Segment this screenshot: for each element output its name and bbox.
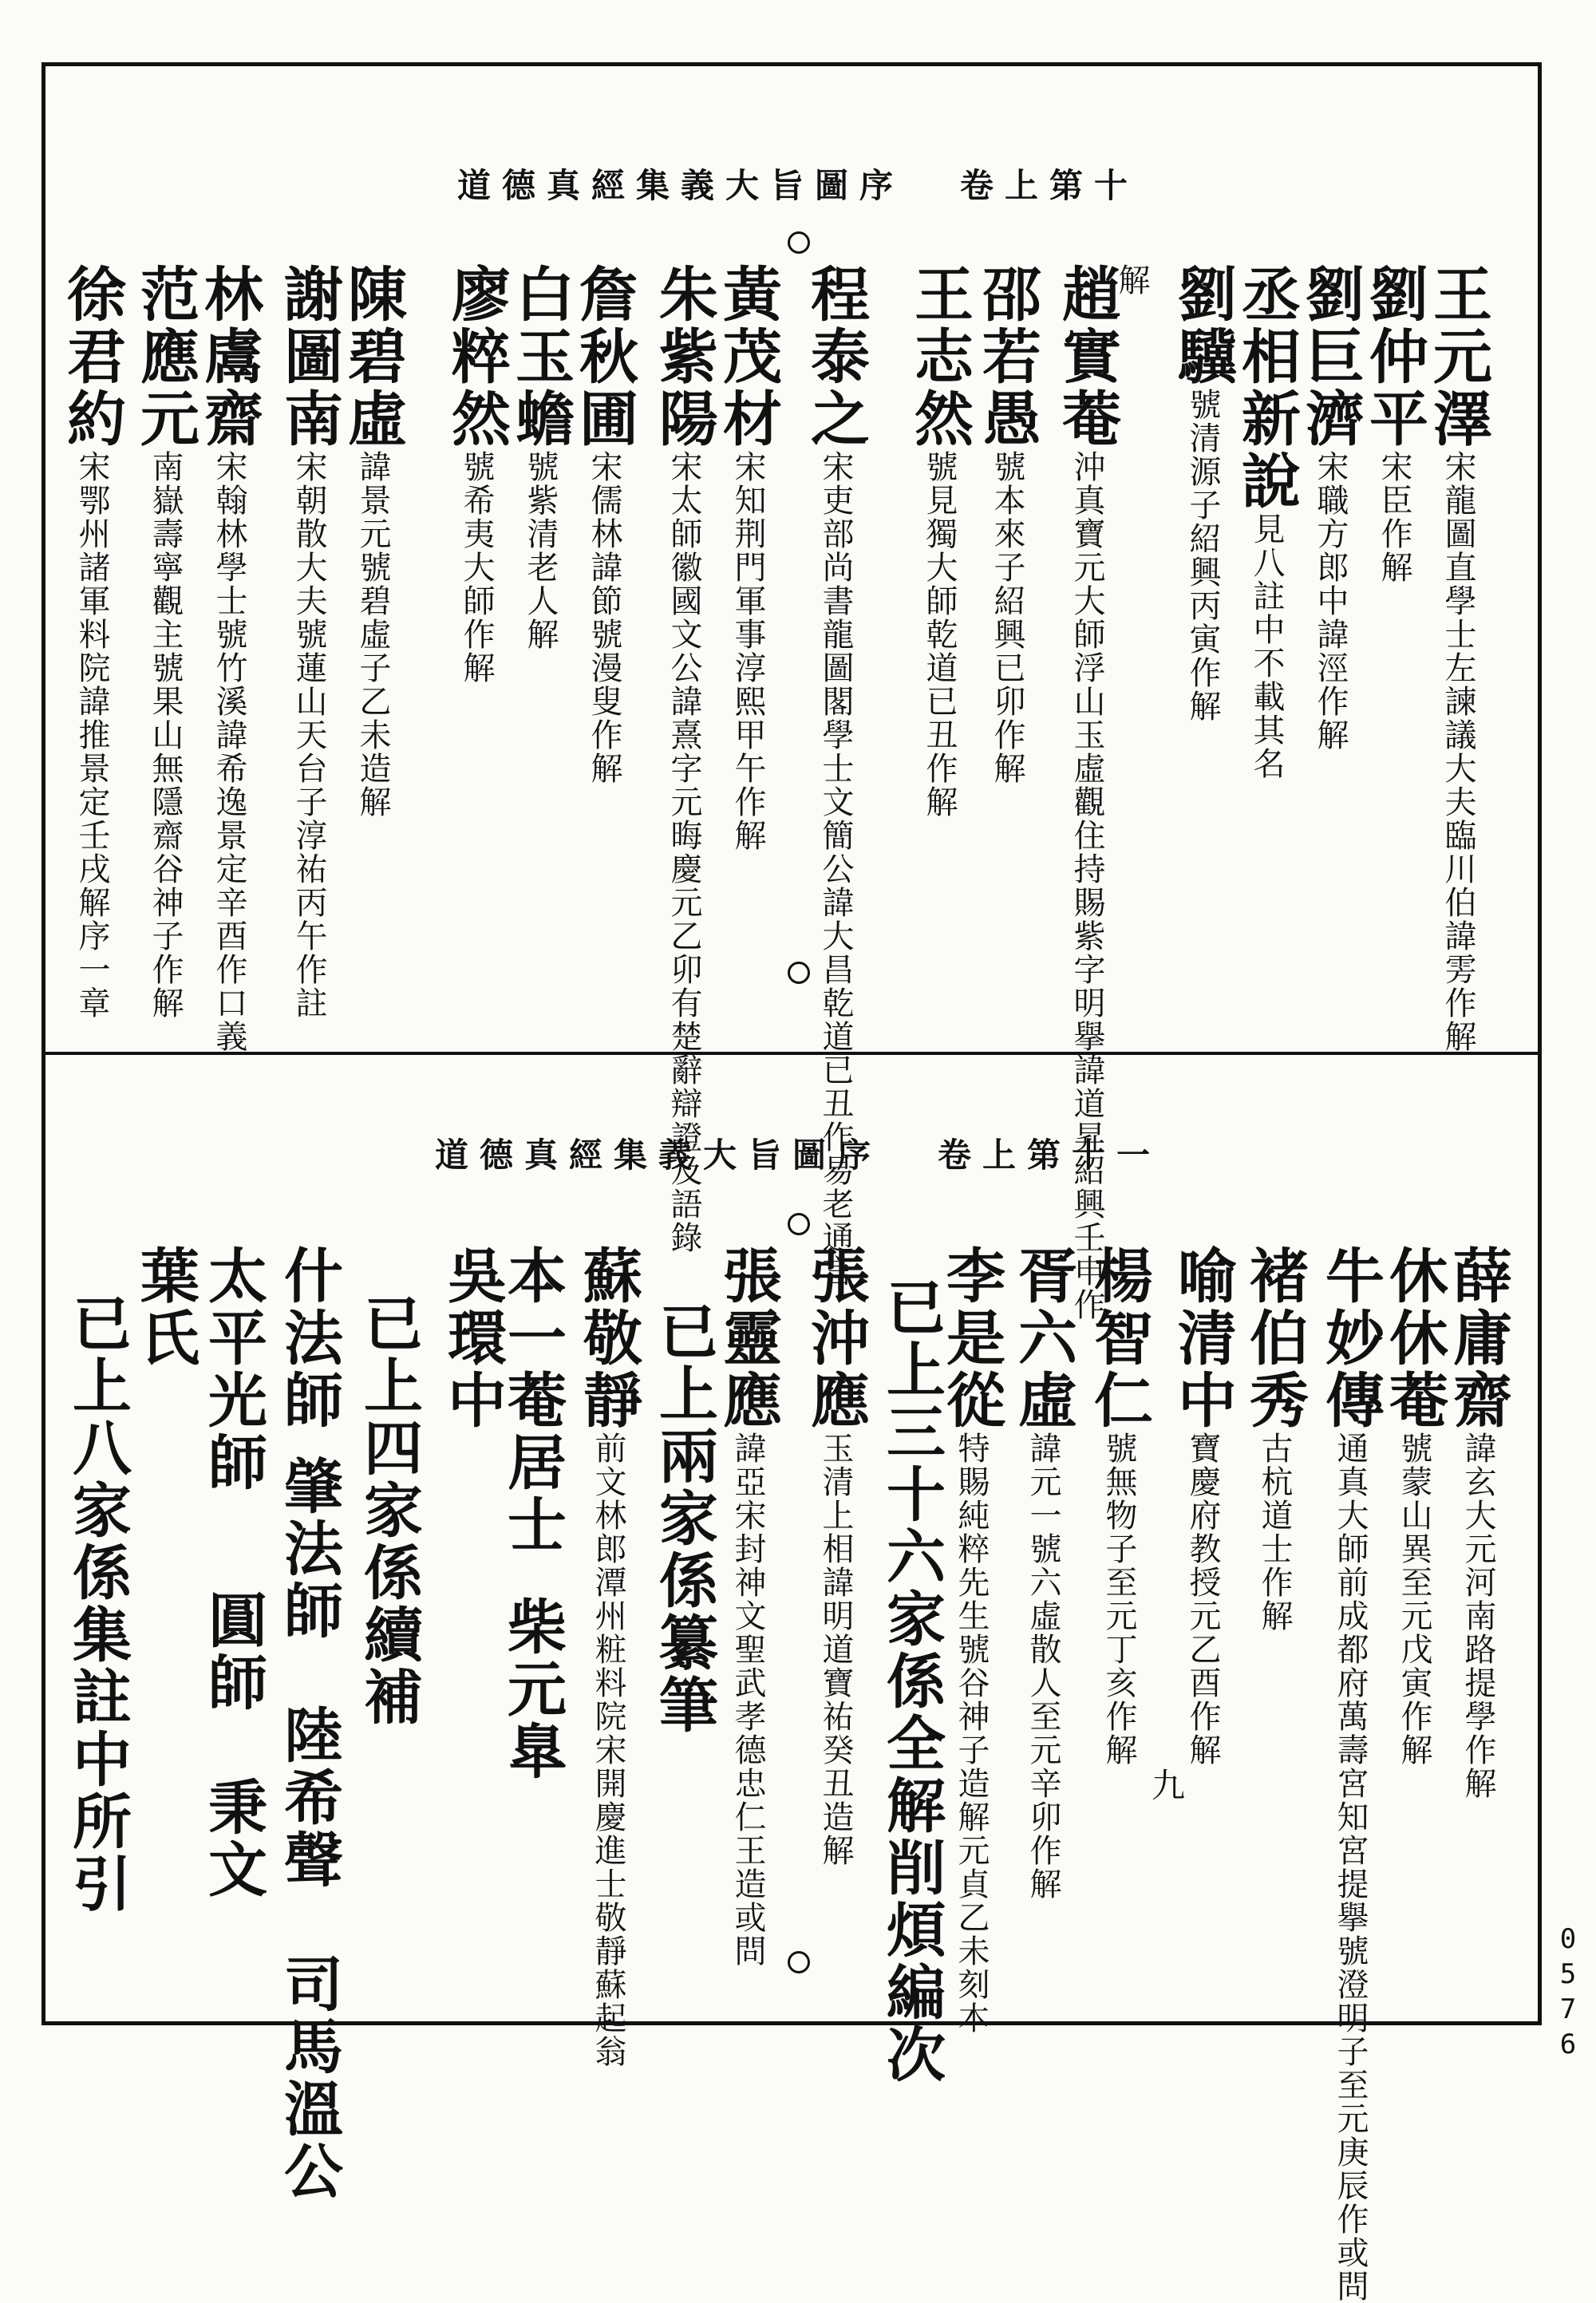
entry-wu-huanzhong: 吳環中 [438, 1245, 507, 1432]
entry-yu-qingzhong: 喻清中寶慶府教授元乙酉作解 [1168, 1245, 1237, 1767]
entry-cheng-taizhi: 程泰之宋吏部尚書龍圖閣學士文簡公諱大昌乾道已丑作易老通言 [801, 263, 870, 1288]
entry-su-jingjing: 蘇敬靜前文林郎潭州粧料院宋開慶進士敬靜蘇起翁 [574, 1245, 642, 2068]
entry-liu-ji: 劉驥號清源子紹興丙寅作解 [1168, 263, 1237, 723]
entry-huang-maocai: 黃茂材宋知荆門軍事淳熙甲午作解 [713, 263, 782, 852]
summary-thirty-six-schools: 已上三十六家係全解削煩編次 [877, 1277, 946, 2086]
entry-chu-boxiu: 褚伯秀古杭道士作解 [1240, 1245, 1309, 1633]
summary-four-schools: 已上四家係續補 [354, 1293, 423, 1728]
entry-liao-cuiran: 廖粹然號希夷大師作解 [442, 263, 511, 685]
entry-fan-yingyuan: 范應元南嶽壽寧觀主號果山無隱齋谷神子作解 [131, 263, 200, 1020]
entry-zhao-shian: 趙實菴沖真寶元大師浮山玉虛觀住持賜紫字明擧諱道昇紹興壬申作 [1053, 263, 1121, 1321]
punch-hole-mark [788, 231, 810, 254]
page-number: 0576 [1552, 1923, 1584, 2064]
punch-hole-mark [788, 1213, 810, 1235]
entry-taiping-guangshi: 太平光師圓師 秉文 [199, 1245, 267, 1901]
entry-xu-junyue: 徐君約宋鄂州諸軍料院諱推景定壬戌解序一章 [57, 263, 126, 1020]
entry-zhu-ziyang: 朱紫陽宋太師徽國文公諱熹字元晦慶元乙卯有楚辭辯證及語錄 [650, 263, 718, 1254]
entry-lin-yanzhai: 林鬳齋宋翰林學士號竹溪諱希逸景定辛酉作口義 [195, 263, 263, 1053]
summary-eight-schools: 已上八家係集註中所引 [63, 1293, 132, 1915]
entry-yang-zhiren: 楊智仁號無物子至元丁亥作解 [1084, 1245, 1153, 1767]
entry-liu-zhongping: 劉仲平宋臣作解 [1360, 263, 1428, 584]
entry-benyi-an: 本一菴居士柴元臯 [498, 1245, 567, 1783]
summary-two-schools: 已上兩家係纂筆 [650, 1301, 718, 1736]
entry-niu-miaochuan: 牛妙傳通真大師前成都府萬壽宮知宮提擧號澄明子至元庚辰作或問 [1316, 1245, 1385, 2303]
entry-xie-tunan: 謝圖南宋朝散大夫號蓮山天台子淳祐丙午作註 [275, 263, 343, 1020]
entry-wang-zhiran: 王志然號見獨大師乾道已丑作解 [905, 263, 974, 819]
entry-chengxiang: 丞相新說見八註中不載其名 [1232, 263, 1301, 780]
punch-hole-mark [788, 1951, 810, 1973]
entry-bai-yuchan: 白玉蟾號紫清老人解 [506, 263, 575, 651]
top-header-volume: 卷上第十 [960, 166, 1140, 205]
top-header [0, 160, 1596, 207]
bottom-header-volume: 卷上第十一 [938, 1136, 1162, 1175]
entry-jie-continuation: 解 [1113, 263, 1150, 297]
entry-zhan-qiupu: 詹秋圃宋儒林諱節號漫叟作解 [570, 263, 638, 785]
entry-xu-liuxu: 胥六虛諱元一號六虛散人至元辛卯作解 [1009, 1245, 1077, 1901]
entry-xue-yongzhai: 薛庸齋諱玄大元河南路提學作解 [1444, 1245, 1512, 1800]
entry-liu-juji: 劉巨濟宋職方郎中諱涇作解 [1296, 263, 1365, 752]
entry-ye-shi: 葉氏 [131, 1245, 200, 1369]
entry-chen-bixu: 陳碧虛諱景元號碧虛子乙未造解 [338, 263, 407, 819]
entry-wang-yuanze: 王元澤宋龍圖直學士左諫議大夫臨川伯諱雱作解 [1424, 263, 1492, 1053]
entry-shao-ruoyu: 邵若愚號本來子紹興已卯作解 [973, 263, 1041, 785]
top-header-title: 道德真經集義大旨圖序 [456, 166, 904, 205]
bottom-header-title: 道德真經集義大旨圖序 [434, 1136, 882, 1175]
folio-mark: 九 [1147, 1768, 1186, 1803]
bottom-header [0, 1129, 1596, 1177]
entry-li-shicong: 李是從特賜純粹先生號谷神子造解元貞乙未刻本 [937, 1245, 1005, 2035]
entry-zhang-chongying: 張沖應玉清上相諱明道寶祐癸丑造解 [801, 1245, 870, 1867]
entry-xiuxiu-an: 休休菴號蒙山異至元戊寅作解 [1380, 1245, 1448, 1767]
entry-shi-fashi: 什法師肇法師 陸希聲 司馬溫公 [275, 1245, 343, 2202]
half-divider [41, 1052, 1542, 1055]
entry-zhang-lingying: 張靈應諱亞宋封神文聖武孝德忠仁王造或問 [713, 1245, 782, 1968]
